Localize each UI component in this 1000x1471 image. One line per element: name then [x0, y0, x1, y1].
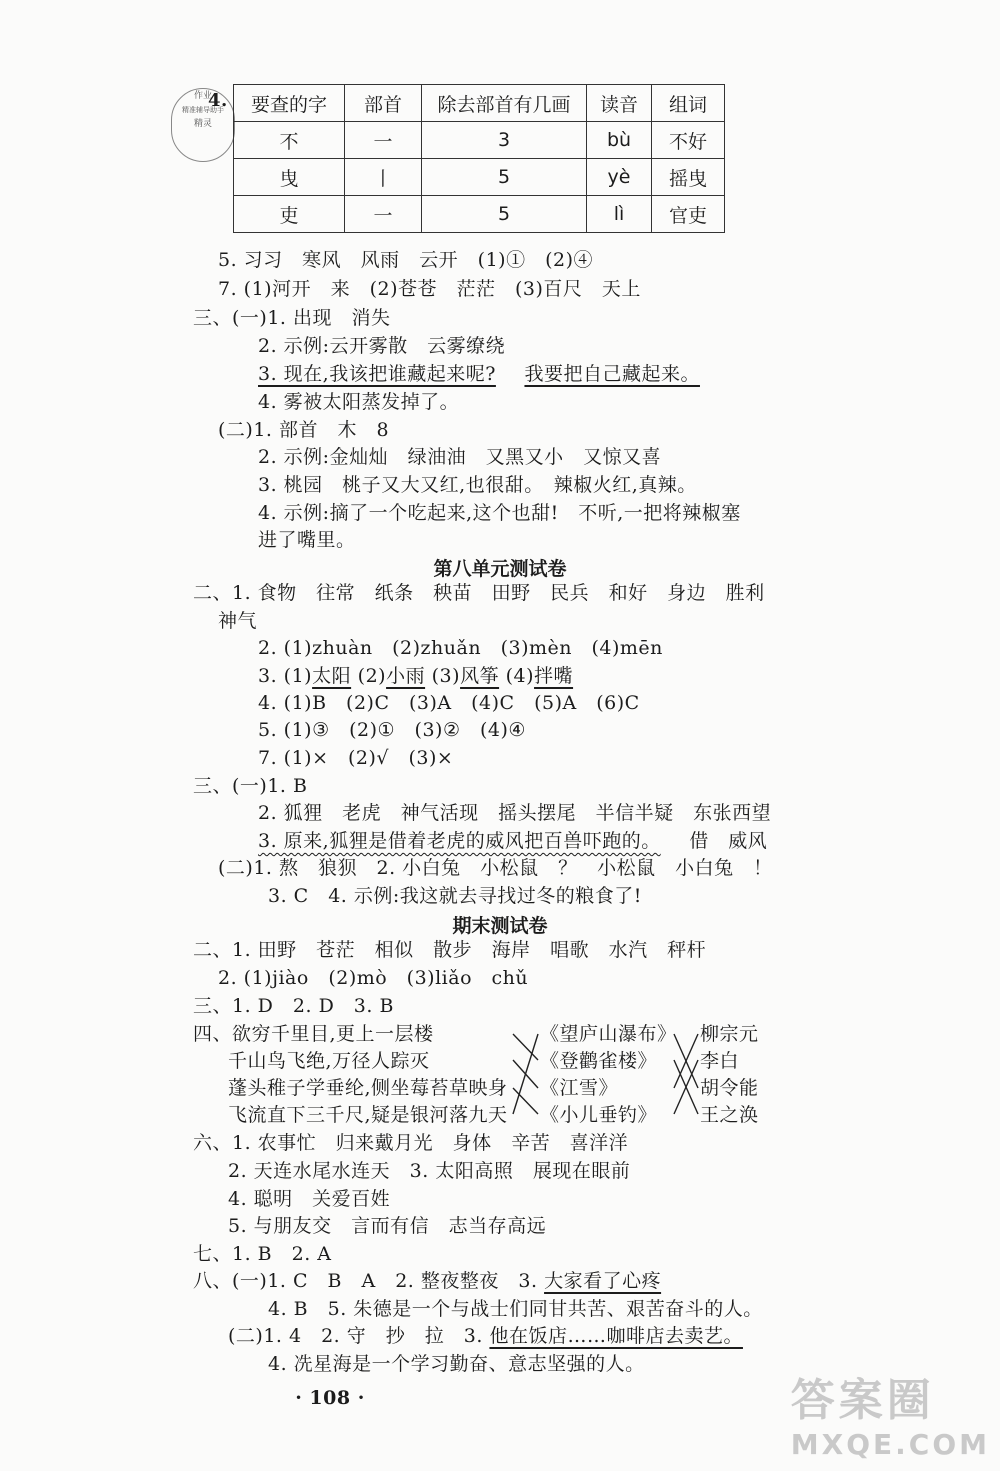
answer-line: 7. (1)河开 来 (2)苍苍 茫茫 (3)百尺 天上 [218, 278, 641, 300]
underlined-answer: 我要把自己藏起来。 [524, 363, 700, 385]
answer-line: 三、(一)1. 出现 消失 [193, 307, 391, 329]
poem-title: 《江雪》 [540, 1077, 619, 1099]
question-4-label: 4. [208, 90, 228, 111]
table-cell: 5 [422, 196, 587, 233]
table-header: 要查的字 [234, 85, 345, 122]
watermark-bottom: MXQE.COM [790, 1428, 990, 1461]
answer-line: 3. C 4. 示例:我这就去寻找过冬的粮食了! [268, 885, 642, 907]
answer-text: 借 威风 [689, 830, 768, 852]
watermark-top: 答案圈 [790, 1375, 935, 1426]
table-cell: lì [587, 196, 652, 233]
stamp-line: 精准辅导助手 [182, 106, 224, 114]
table-cell: 丨 [345, 159, 422, 196]
underlined-answer: 风筝 [460, 665, 500, 687]
answer-line: 六、1. 农事忙 归来戴月光 身体 辛苦 喜洋洋 [193, 1132, 629, 1154]
table-cell: 不好 [652, 122, 725, 159]
answer-line: 4. 聪明 关爱百姓 [228, 1188, 391, 1210]
underlined-answer: 拌嘴 [534, 665, 574, 687]
underlined-answer: 太阳 [312, 665, 352, 687]
table-header: 组词 [652, 85, 725, 122]
poem-title: 《小儿垂钓》 [540, 1104, 658, 1126]
answer-line [228, 1323, 743, 1349]
answer-line: 4. 雾被太阳蒸发掉了。 [258, 391, 460, 413]
poem-author: 胡令能 [700, 1077, 759, 1099]
section-title: 第八单元测试卷 [433, 558, 567, 580]
table-cell: 不 [234, 122, 345, 159]
answer-line: 三、1. D 2. D 3. B [193, 995, 394, 1017]
answer-text: 3. (1) [258, 665, 313, 687]
poem-title: 《望庐山瀑布》 [540, 1023, 677, 1045]
answer-line: 5. 与朋友交 言而有信 志当存高远 [228, 1215, 547, 1237]
wavy-underlined-answer: 3. 原来,狐狸是借着老虎的威风把百兽吓跑的。 [258, 830, 661, 852]
table-cell: 一 [345, 122, 422, 159]
underlined-answer: 大家看了心疼 [544, 1270, 662, 1292]
table-cell: bù [587, 122, 652, 159]
section-title: 期末测试卷 [452, 915, 548, 937]
stamp-line: 精灵 [193, 119, 212, 129]
poem-title: 《登鹳雀楼》 [540, 1050, 658, 1072]
table-cell: yè [587, 159, 652, 196]
answer-line: 2. 狐狸 老虎 神气活现 摇头摆尾 半信半疑 东张西望 [258, 802, 772, 824]
stamp-line: 作业 [193, 91, 212, 101]
underlined-answer: 3. 现在,我该把谁藏起来呢? [258, 363, 496, 385]
answer-line: 神气 [218, 610, 258, 632]
watermark [791, 1364, 990, 1461]
answer-line: 二、1. 食物 往常 纸条 秧苗 田野 民兵 和好 身边 胜利 [193, 582, 765, 604]
table-cell: 吏 [234, 196, 345, 233]
poem-author: 王之涣 [700, 1104, 759, 1126]
answer-line: 2. 天连水尾水连天 3. 太阳高照 展现在眼前 [228, 1160, 631, 1182]
answer-text: (3) [431, 665, 461, 687]
answer-line: 3. 桃园 桃子又大又红,也很甜。 辣椒火红,真辣。 [258, 474, 697, 496]
answer-line [193, 1268, 661, 1294]
answer-line: 进了嘴里。 [258, 529, 356, 551]
answer-line: 7. (1)× (2)√ (3)× [258, 747, 454, 769]
poem-line: 四、欲穷千里目,更上一层楼 [193, 1023, 434, 1045]
answer-line: (二)1. 熬 狼狈 2. 小白兔 小松鼠 ？ 小松鼠 小白兔 ！ [218, 857, 773, 879]
poem-line: 蓬头稚子学垂纶,侧坐莓苔草映身 [228, 1077, 508, 1099]
table-header: 读音 [587, 85, 652, 122]
poem-author: 李白 [700, 1050, 740, 1072]
answer-line: 2. (1)zhuàn (2)zhuǎn (3)mèn (4)mēn [258, 637, 663, 659]
answer-line: (二)1. 部首 木 8 [218, 419, 390, 441]
table-cell: 一 [345, 196, 422, 233]
table-cell: 曳 [234, 159, 345, 196]
answer-line: 4. 示例:摘了一个吃起来,这个也甜! 不听,一把将辣椒塞 [258, 502, 741, 524]
answer-line: 三、(一)1. B [193, 775, 308, 797]
underlined-answer: 他在饭店……咖啡店去卖艺。 [489, 1325, 743, 1347]
answer-text: 八、(一)1. C B A 2. 整夜整夜 3. [193, 1270, 538, 1292]
underlined-answer: 小雨 [386, 665, 426, 687]
table-cell: 5 [422, 159, 587, 196]
poem-line: 飞流直下三千尺,疑是银河落九天 [228, 1104, 508, 1126]
answer-text: (4) [505, 665, 535, 687]
answer-line: 4. B 5. 朱德是一个与战士们同甘共苦、艰苦奋斗的人。 [268, 1298, 763, 1320]
table-header: 除去部首有几画 [422, 85, 587, 122]
table-cell: 官吏 [652, 196, 725, 233]
poem-line: 千山鸟飞绝,万径人踪灭 [228, 1050, 430, 1072]
answer-line: 4. (1)B (2)C (3)A (4)C (5)A (6)C [258, 692, 640, 714]
table-header: 部首 [345, 85, 422, 122]
page-number: · 108 · [295, 1387, 365, 1409]
answer-line: 七、1. B 2. A [193, 1243, 332, 1265]
table-cell: 摇曳 [652, 159, 725, 196]
answer-line: 5. (1)③ (2)① (3)② (4)④ [258, 719, 526, 741]
answer-line: 4. 冼星海是一个学习勤奋、意志坚强的人。 [268, 1353, 645, 1375]
answer-line: 2. (1)jiào (2)mò (3)liǎo chǔ [218, 967, 529, 989]
answer-line: 2. 示例:金灿灿 绿油油 又黑又小 又惊又喜 [258, 446, 662, 468]
answer-line: 5. 习习 寒风 风雨 云开 (1)① (2)④ [218, 249, 593, 271]
answer-text: (二)1. 4 2. 守 抄 拉 3. [228, 1325, 483, 1347]
poem-author: 柳宗元 [700, 1023, 759, 1045]
answer-text: (2) [357, 665, 387, 687]
answer-line: 2. 示例:云开雾散 云雾缭绕 [258, 335, 506, 357]
answer-line: 二、1. 田野 苍茫 相似 散步 海岸 唱歌 水汽 秤杆 [193, 939, 707, 961]
table-cell: 3 [422, 122, 587, 159]
